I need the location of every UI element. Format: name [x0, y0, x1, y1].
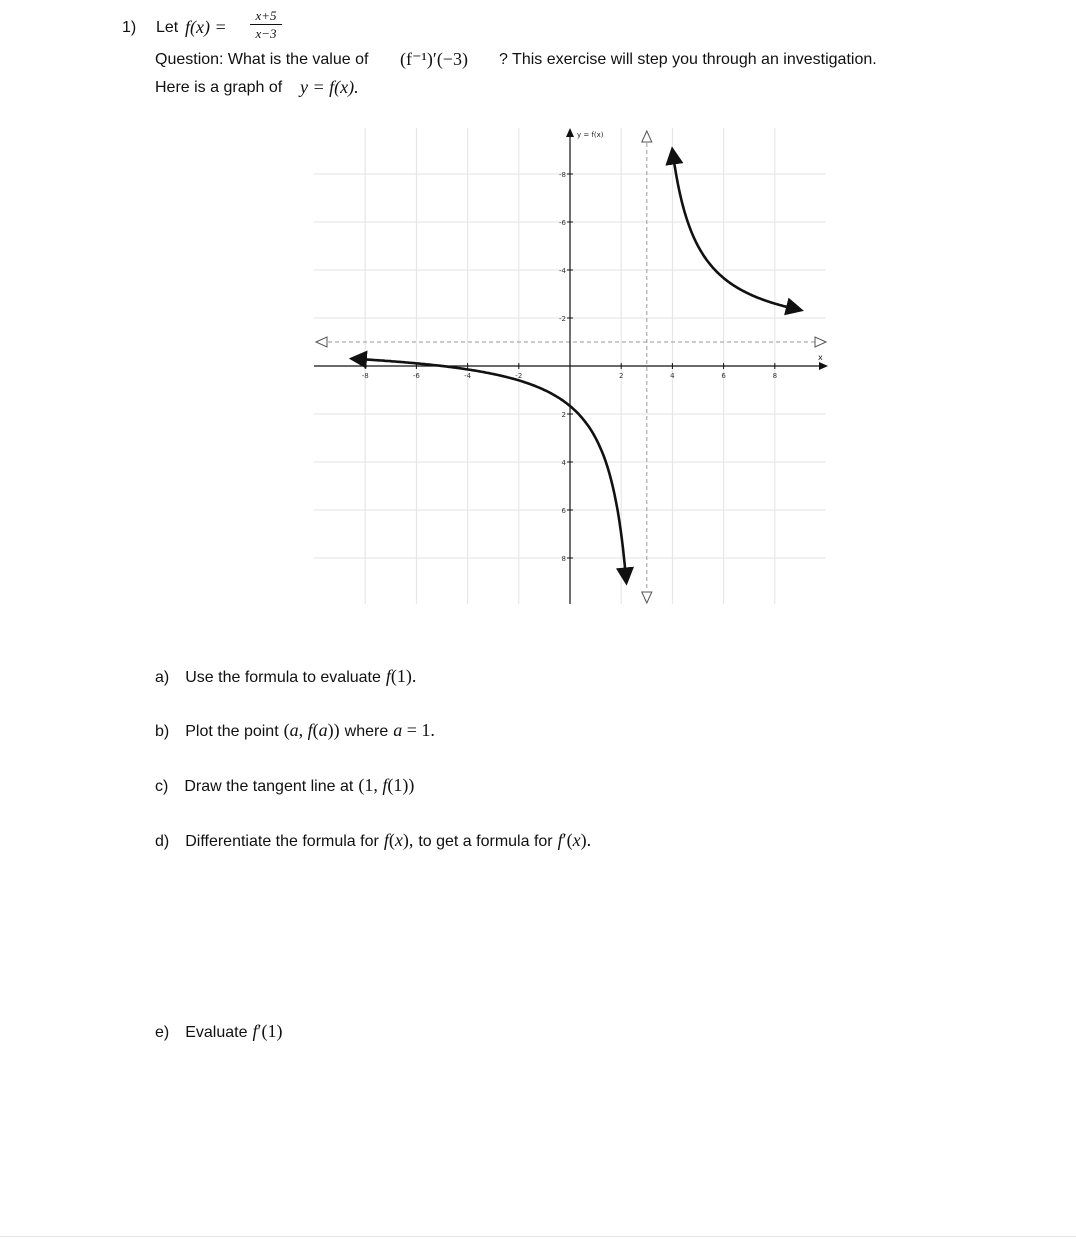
part-expression: f(x),: [383, 830, 414, 850]
x-tick-label: 6: [721, 372, 726, 380]
y-tick-label: 2: [561, 411, 566, 419]
part-text-2: where: [344, 723, 389, 740]
part-expression: f′(1): [252, 1021, 283, 1041]
part-e: [155, 1021, 282, 1042]
y-tick-label: -8: [559, 171, 566, 179]
legend-label: y = f(x): [577, 131, 604, 139]
part-expression: f(1).: [385, 666, 417, 686]
x-tick-label: 8: [772, 372, 778, 380]
curve-branch-1: [352, 359, 626, 582]
part-a: [155, 666, 416, 687]
y-tick-label: -4: [559, 267, 566, 275]
axes: [314, 128, 828, 604]
part-d: [155, 830, 591, 851]
part-text: Plot the point: [185, 723, 279, 740]
asymptote-arrow-top: [642, 131, 652, 142]
x-tick-label: -4: [464, 372, 472, 380]
x-tick-label: 2: [618, 372, 624, 380]
question-suffix: ? This exercise will step you through an investigation.: [499, 51, 877, 68]
part-b: [155, 720, 435, 741]
question-expression: (f⁻¹)′(−3): [400, 49, 468, 69]
y-tick-label: 4: [561, 459, 566, 467]
y-tick-label: 6: [561, 507, 566, 515]
graph-intro-text: Here is a graph of: [155, 79, 283, 96]
fraction-denominator: x−3: [255, 26, 277, 41]
part-letter: d): [155, 833, 170, 850]
asymptotes: [316, 131, 826, 603]
x-tick-label: -8: [361, 372, 369, 380]
part-text-2: to get a formula for: [418, 833, 553, 850]
part-letter: c): [155, 778, 169, 795]
part-text: Evaluate: [185, 1024, 248, 1041]
asymptote-arrow-right: [815, 337, 826, 347]
page-bottom-rule: [0, 1236, 1076, 1237]
part-expression-2: f′(x).: [557, 830, 592, 850]
fraction-numerator: x+5: [255, 8, 277, 23]
x-axis-label: x: [818, 353, 823, 362]
problem-number: 1): [122, 19, 137, 36]
question-prefix: Question: What is the value of: [155, 51, 369, 68]
part-letter: b): [155, 723, 170, 740]
function-definition-lhs: f(x) =: [185, 17, 227, 37]
x-axis-arrow: [819, 362, 828, 370]
y-tick-label: -6: [559, 219, 566, 227]
x-tick-label: 4: [670, 372, 675, 380]
x-tick-label: -2: [515, 372, 523, 380]
part-text: Differentiate the formula for: [185, 833, 379, 850]
y-tick-label: 8: [561, 555, 566, 563]
tick-labels: [362, 171, 777, 563]
graph-intro-expression: y = f(x).: [300, 77, 359, 97]
part-letter: a): [155, 669, 170, 686]
part-c: [155, 775, 414, 796]
part-text: Draw the tangent line at: [184, 778, 354, 795]
part-letter: e): [155, 1024, 170, 1041]
asymptote-arrow-bottom: [642, 592, 652, 603]
part-text: Use the formula to evaluate: [185, 669, 381, 686]
asymptote-arrow-left: [316, 337, 327, 347]
y-axis-arrow: [566, 128, 574, 137]
y-tick-label: -2: [559, 315, 566, 323]
x-tick-label: -6: [412, 372, 420, 380]
part-expression: (a, f(a)): [283, 720, 340, 740]
let-text: Let: [156, 19, 179, 36]
part-expression: (1, f(1)): [358, 775, 415, 795]
part-expression-2: a = 1.: [393, 720, 435, 740]
